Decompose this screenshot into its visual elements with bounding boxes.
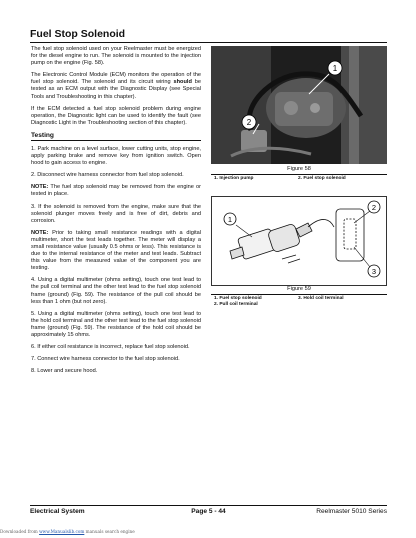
section-header [30,28,387,43]
note-1-text: The fuel stop solenoid may be removed from the engine or tested in place. [31,184,201,198]
download-notice [0,529,416,534]
solenoid-end-cap [296,223,312,237]
step-8: 8. Lower and secure hood. [31,368,98,375]
figure-59-legend-1: 1. Fuel stop solenoid [214,296,262,301]
figure-59-rule [211,294,387,295]
mounting-bolt [282,255,296,259]
callout-1-label: 1 [332,64,338,73]
note-1 [31,184,201,198]
figure-58-legend-1: 1. Injection pump [214,176,254,181]
page-title: Fuel Stop Solenoid [30,28,126,40]
footer-page-number: Page 5 - 44 [191,508,226,515]
step-4: 4. Using a digital multimeter (ohms setting), touch one test lead to the pull coil terminal and the other test lead to the fuel stop solenoid frame (ground) (Fig. 59). The resistance of the pull coil should be less than 1 ohm (but not zero). [31,277,201,305]
connector-outline [336,209,364,261]
solenoid-line-drawing [212,197,386,285]
note-2-text: Prior to taking small resistance readings with a digital multimeter, short the test leads together. The meter will display a small resistance value (usually 0.5 ohms or less). This resistance is due to the internal resistance of the meter and test leads. Subtract this value from the measured value of the component you are testing. [31,229,201,272]
footer-section: Electrical System [30,508,85,515]
step-5: 5. Using a digital multimeter (ohms setting), touch one test lead to the hold coil terminal and the other test lead to the fuel stop solenoid frame (ground) (Fig. 59). The resistance of the hold coil should be approximately 15 ohms. [31,310,201,338]
step-7: 7. Connect wire harness connector to the fuel stop solenoid. [31,356,180,363]
step-2: 2. Disconnect wire harness connector from fuel stop solenoid. [31,172,184,179]
fig59-callout-3-label: 3 [371,267,377,276]
title-rule [30,42,387,43]
figure-59-drawing [211,196,387,286]
fig59-callout-2-label: 2 [371,203,377,212]
solenoid-plunger [230,247,244,259]
download-suffix: manuals search engine [84,529,135,534]
pump-fitting-2 [310,103,320,113]
pump-housing [275,92,333,126]
intro-paragraph-1: The fuel stop solenoid used on your Reelmaster must be energized for the diesel engine to run. The solenoid is mounted to the injection pump on the engine (Fig. 58). [31,46,201,67]
step-3: 3. If the solenoid is removed from the engine, make sure that the solenoid plunger moves freely and is free of dirt, debris and corrosion. [31,203,201,224]
figure-58-legend [214,176,390,181]
figure-59-legend-3: 3. Hold coil terminal [298,296,344,301]
footer-product: Reelmaster 5010 Series [316,508,387,515]
pump-fitting [284,101,298,115]
solenoid-wire [308,219,334,227]
figure-58-rule [211,174,387,175]
manualslib-link[interactable]: www.Manualslib.com [39,529,85,534]
photo-right-frame [341,46,387,164]
ecm-text-after: be tested as an ECM output with the Diagnostic Display (see Special Tools and Troubleshooting in this chapter). [31,79,201,100]
download-prefix: Downloaded from [0,529,40,534]
figure-59-legend [214,296,390,308]
footer-rule [30,505,387,506]
engine-photo-illustration [211,46,387,164]
fig59-callout-1-leader [236,225,252,237]
testing-rule [31,140,201,141]
intro-paragraph-2: If the ECM detected a fuel stop solenoid problem during engine operation, the Diagnostic light can be used to identify the fault (see Diagnostic Light in the Troubleshooting section of this chapter). [31,105,201,126]
step-1: 1. Park machine on a level surface, lower cutting units, stop engine, apply parking brake and remove key from ignition switch. Open hood to gain access to engine. [31,145,201,167]
ecm-text-before: The Electronic Control Module (ECM) monitors the operation of the fuel stop solenoid. The solenoid and its circuit wiring [31,72,201,86]
testing-heading: Testing [31,131,54,139]
note-1-label: NOTE: [31,184,49,191]
note-2 [31,230,201,273]
figure-58-legend-2: 2. Fuel stop solenoid [298,176,346,181]
figure-58-photo [211,46,387,164]
callout-2-label: 2 [246,118,252,127]
figure-59-legend-2: 2. Pull coil terminal [214,302,258,307]
step-6: 6. If either coil resistance is incorrect, replace fuel stop solenoid. [31,344,190,351]
mounting-bolt-2 [288,259,300,263]
ecm-text-bold: should [173,79,192,86]
fig59-callout-1-label: 1 [227,215,233,224]
ecm-paragraph [31,72,201,100]
solenoid-coil [267,223,300,253]
figure-58-caption: Figure 58 [287,166,311,172]
note-2-label: NOTE: [31,229,49,236]
figure-59-caption: Figure 59 [287,286,311,292]
left-column [31,46,201,380]
page-footer [30,508,387,518]
